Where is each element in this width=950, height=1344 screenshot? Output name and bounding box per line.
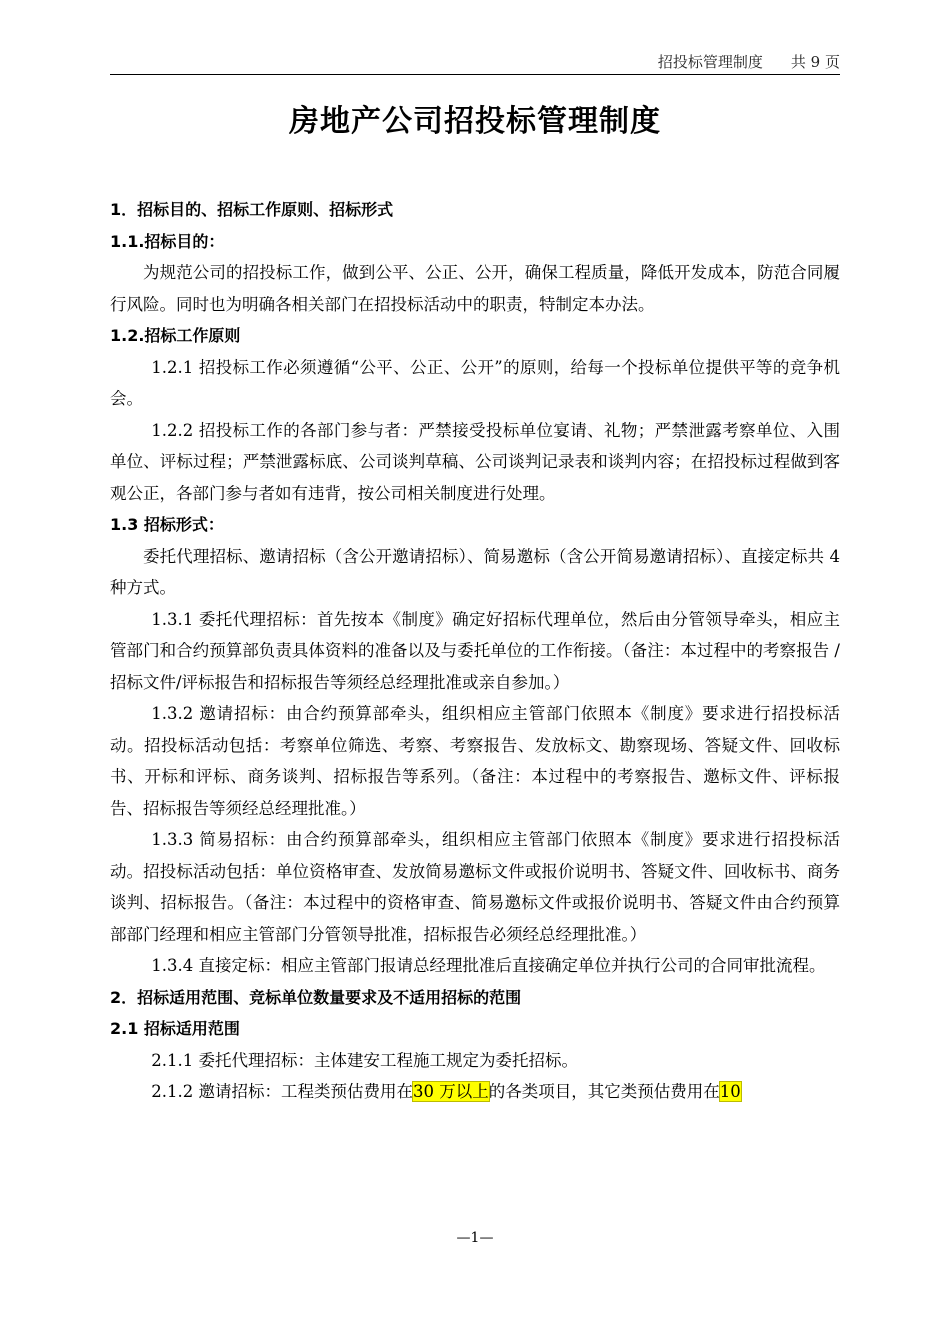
section-1-heading: 1．招标目的、招标工作原则、招标形式 bbox=[110, 200, 394, 219]
section-1-2-heading: 1.2.招标工作原则 bbox=[110, 326, 241, 345]
paragraph-1-3-3: 1.3.3 简易招标：由合约预算部牵头，组织相应主管部门依照本《制度》要求进行招投标活动。招投标活动包括：单位资格审查、发放简易邀标文件或报价说明书、答疑文件、回收标书、商务谈判、招标报告。（备注：本过程中的资格审查、简易邀标文件或报价说明书、答疑文件由合约预算部部门经理和相应主管部门分管领导批准，招标报告必须经总经理批准。） bbox=[110, 830, 840, 944]
header-doc-name: 招投标管理制度 bbox=[657, 53, 763, 71]
paragraph-1-3-4: 1.3.4 直接定标：相应主管部门报请总经理批准后直接确定单位并执行公司的合同审批流程。 bbox=[151, 956, 826, 975]
section-2-1-heading: 2.1 招标适用范围 bbox=[110, 1019, 240, 1038]
paragraph-2-1-1: 2.1.1 委托代理招标：主体建安工程施工规定为委托招标。 bbox=[151, 1050, 578, 1070]
section-1-3-heading: 1.3 招标形式： bbox=[110, 515, 224, 534]
paragraph-2-1-2-text-a: 2.1.2 邀请招标：工程类预估费用在 bbox=[151, 1082, 413, 1101]
highlighted-amount-10: 10 bbox=[719, 1082, 741, 1101]
document-title: 房地产公司招投标管理制度 bbox=[289, 104, 661, 139]
paragraph-1-3-2: 1.3.2 邀请招标：由合约预算部牵头，组织相应主管部门依照本《制度》要求进行招投标活动。招投标活动包括：考察单位筛选、考察、考察报告、发放标文、勘察现场、答疑文件、回收标书、开标和评标、商务谈判、招标报告等系列。（备注：本过程中的考察报告、邀标文件、评标报告、招标报告等须经总经理批准。） bbox=[110, 704, 840, 818]
paragraph-1-2-2: 1.2.2 招投标工作的各部门参与者：严禁接受投标单位宴请、礼物；严禁泄露考察单位、入围单位、评标过程；严禁泄露标底、公司谈判草稿、公司谈判记录表和谈判内容；在招投标过程做到客观公正，各部门参与者如有违背，按公司相关制度进行处理。 bbox=[110, 420, 840, 503]
document-body bbox=[110, 194, 840, 1108]
paragraph-1-1: 为规范公司的招投标工作，做到公平、公正、公开，确保工程质量，降低开发成本，防范合同履行风险。同时也为明确各相关部门在招投标活动中的职责，特制定本办法。 bbox=[110, 263, 840, 314]
paragraph-2-1-2-text-b: 的各类项目，其它类预估费用在 bbox=[488, 1082, 720, 1101]
paragraph-1-2-1: 1.2.1 招投标工作必须遵循“公平、公正、公开”的原则，给每一个投标单位提供平等的竞争机会。 bbox=[110, 357, 840, 408]
paragraph-1-3: 委托代理招标、邀请招标（含公开邀请招标）、简易邀标（含公开简易邀请招标）、直接定标共 4 种方式。 bbox=[110, 546, 840, 597]
header-page-count: 共 9 页 bbox=[790, 53, 840, 71]
paragraph-2-1-2 bbox=[110, 1076, 840, 1108]
section-1-1-heading: 1.1.招标目的： bbox=[110, 231, 225, 251]
running-header bbox=[110, 50, 840, 75]
paragraph-1-3-1: 1.3.1 委托代理招标：首先按本《制度》确定好招标代理单位，然后由分管领导牵头，相应主管部门和合约预算部负责具体资料的准备以及与委托单位的工作衔接。（备注：本过程中的考察报告 /招标文件/评标报告和招标报告等须经总经理批准或亲自参加。） bbox=[110, 609, 840, 692]
section-2-heading: 2．招标适用范围、竞标单位数量要求及不适用招标的范围 bbox=[110, 987, 522, 1007]
highlighted-amount-30: 30 万以上 bbox=[412, 1082, 489, 1101]
page-number-footer: —1— bbox=[456, 1230, 494, 1246]
